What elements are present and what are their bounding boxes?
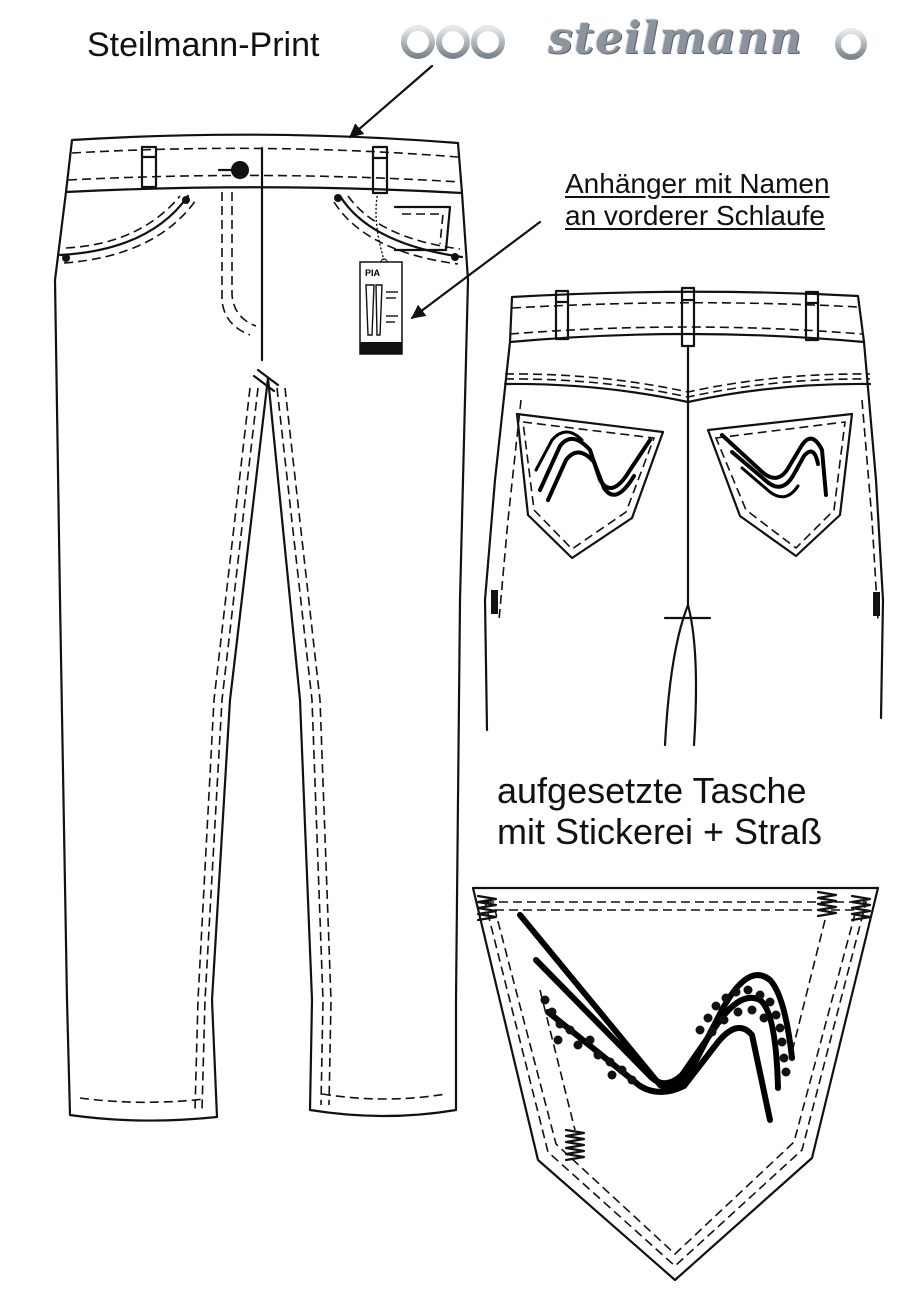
rhinestone-dot-icon [778, 1038, 787, 1047]
pocket-label-line1: aufgesetzte Tasche [497, 770, 807, 811]
hang-tag-label-line1: Anhänger mit Namen [565, 168, 830, 199]
rhinestone-dot-icon [556, 1020, 565, 1029]
rhinestone-dot-icon [772, 1011, 781, 1020]
rhinestone-dot-icon [708, 1028, 717, 1037]
rhinestone-dot-icon [780, 1054, 789, 1063]
logo-circle-icon [474, 28, 502, 56]
rhinestone-dot-icon [712, 1002, 721, 1011]
jeans-front-view [55, 135, 468, 1121]
rhinestone-dot-icon [766, 998, 775, 1007]
rhinestone-dot-icon [734, 1008, 743, 1017]
rhinestone-dot-icon [722, 994, 731, 1003]
rhinestone-dot-icon [760, 1014, 769, 1023]
rhinestone-dot-icon [696, 1026, 705, 1035]
rhinestone-dot-icon [608, 1071, 617, 1080]
rhinestone-dot-icon [748, 1006, 757, 1015]
arrow-icon [412, 222, 540, 318]
rhinestone-dot-icon [744, 986, 753, 995]
rhinestone-dot-icon [732, 988, 741, 997]
arrow-icon [350, 66, 432, 137]
hang-tag [360, 192, 402, 354]
button-icon [231, 161, 249, 179]
rhinestone-dot-icon [776, 1024, 785, 1033]
hang-tag-label-line2: an vorderer Schlaufe [565, 200, 825, 232]
hang-tag-label [565, 168, 830, 232]
rhinestone-dot-icon [628, 1076, 637, 1085]
rhinestone-dot-icon [594, 1051, 603, 1060]
rhinestone-dot-icon [548, 1008, 557, 1017]
rhinestone-dot-icon [618, 1066, 627, 1075]
jeans-back-view [485, 288, 883, 745]
rhinestone-dot-icon [554, 1036, 563, 1045]
logo-circle-icon [404, 28, 432, 56]
print-label: Steilmann-Print [87, 26, 320, 64]
rhinestone-dot-icon [720, 1016, 729, 1025]
hang-tag-name: PIA [365, 268, 381, 278]
rhinestone-dot-icon [606, 1058, 615, 1067]
rhinestone-dot-icon [782, 1068, 791, 1077]
rhinestone-dot-icon [566, 1026, 575, 1035]
rhinestone-dot-icon [756, 991, 765, 1000]
rhinestone-dot-icon [574, 1041, 583, 1050]
pocket-detail [473, 888, 878, 1280]
pocket-label-line2: mit Stickerei + Straß [497, 811, 823, 853]
rhinestone-dot-icon [541, 996, 550, 1005]
rhinestone-dot-icon [704, 1014, 713, 1023]
logo-circle-icon [439, 28, 467, 56]
rhinestone-dot-icon [586, 1036, 595, 1045]
brand-logo: steilmann [548, 13, 803, 64]
logo-circle-icon [838, 31, 864, 57]
pocket-label [497, 770, 822, 853]
